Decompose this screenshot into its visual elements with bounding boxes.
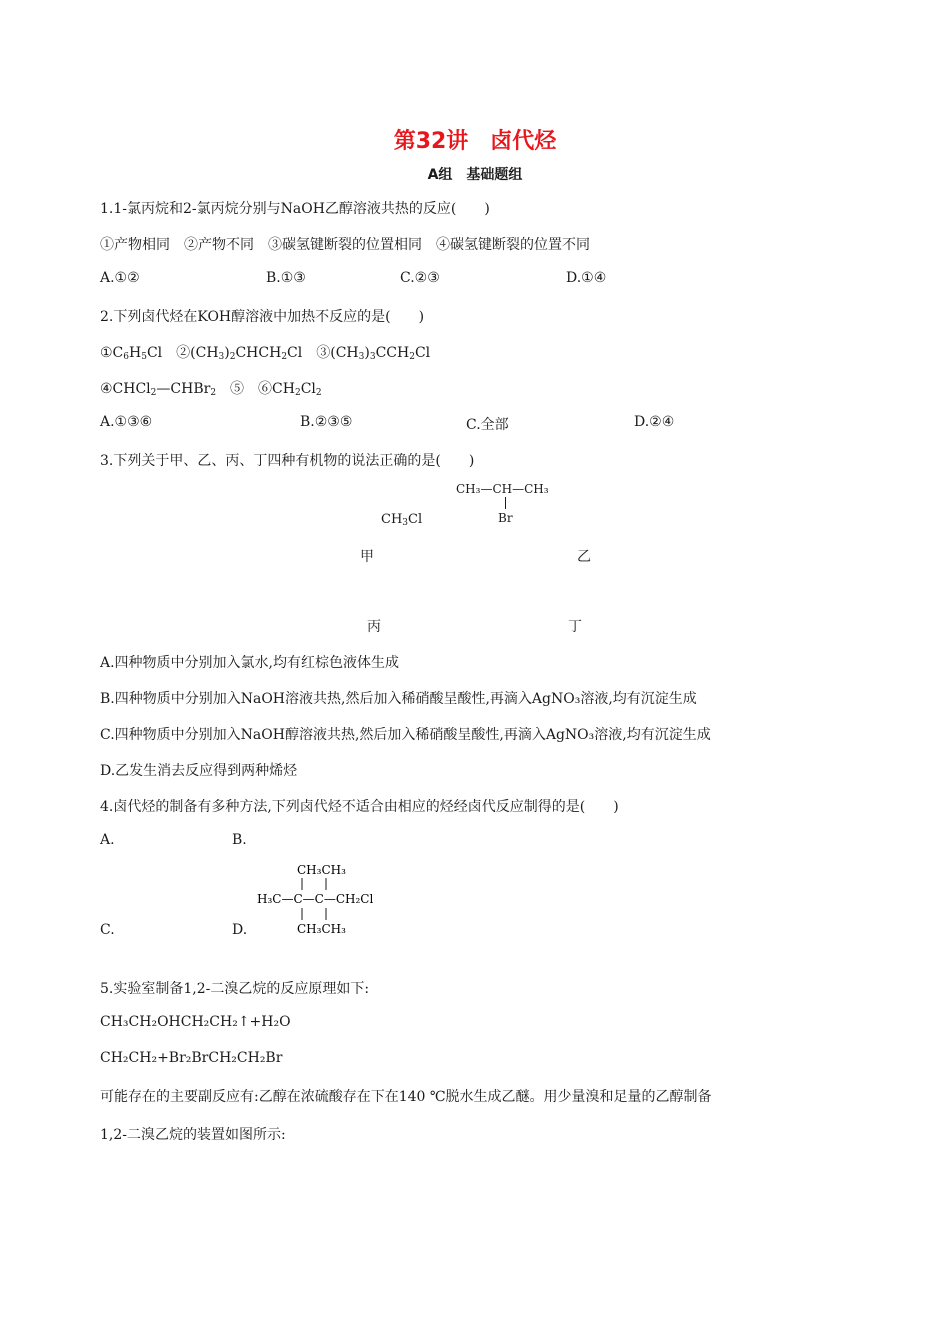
q3-option-a: A.四种物质中分别加入氯水,均有红棕色液体生成 [100, 655, 400, 671]
q1-stem: 1.1-氯丙烷和2-氯丙烷分别与NaOH乙醇溶液共热的反应( ) [100, 201, 490, 217]
q3-option-b: B.四种物质中分别加入NaOH溶液共热,然后加入稀硝酸呈酸性,再滴入AgNO₃溶液,均有沉淀生成 [100, 691, 697, 707]
q5-apparatus-intro: 1,2-二溴乙烷的装置如图所示: [100, 1127, 286, 1143]
q1-option-a: A.①② [100, 270, 140, 286]
q1-option-d: D.①④ [566, 270, 607, 286]
q2-option-d: D.②④ [634, 414, 675, 430]
label-bing: 丙 [367, 619, 381, 635]
label-yi: 乙 [577, 549, 591, 565]
struct-main-chain: H₃C—C—C—CH₂Cl [257, 892, 374, 906]
jia-structure: $CH_3Cl$ [381, 512, 423, 528]
q1-option-b: B.①③ [266, 270, 306, 286]
struct-bottom-methyls: CH₃CH₃ [297, 922, 346, 936]
section-heading: A组 基础题组 [427, 167, 523, 183]
struct-top-methyls: CH₃CH₃ [297, 863, 346, 877]
q4-option-b: B. [232, 832, 247, 848]
q5-equation-1: CH₃CH₂OHCH₂CH₂↑+H₂O [100, 1014, 291, 1030]
page-title: 第32讲 卤代烃 [393, 129, 557, 154]
q3-option-d: D.乙发生消去反应得到两种烯烃 [100, 763, 298, 779]
q4-structure-b [255, 858, 395, 940]
yi-structure-main: CH₃—CH—CH₃ [456, 482, 549, 496]
q2-compounds-row2: ④CHCl$_2$—CHBr$_2$ ⑤ $⑥CH_2Cl_2$ [100, 381, 322, 398]
q3-stem: 3.下列关于甲、乙、丙、丁四种有机物的说法正确的是( ) [100, 453, 475, 469]
yi-structure-substituent: Br [498, 511, 513, 525]
q5-equation-2: CH₂CH₂+Br₂BrCH₂CH₂Br [100, 1050, 283, 1066]
label-ding: 丁 [568, 619, 582, 635]
q2-option-c: C.全部 [466, 417, 509, 433]
q4-stem: 4.卤代烃的制备有多种方法,下列卤代烃不适合由相应的烃经卤代反应制得的是( ) [100, 799, 619, 815]
q5-stem: 5.实验室制备1,2-二溴乙烷的反应原理如下: [100, 981, 370, 997]
label-jia: 甲 [360, 549, 374, 565]
q2-compounds-row1: $①C_6H_5Cl$ $②(CH_3)_2CHCH_2Cl$ $③(CH_3)_3CCH_2Cl$ [100, 345, 431, 362]
q5-side-reaction: 可能存在的主要副反应有:乙醇在浓硫酸存在下在140 ℃脱水生成乙醚。用少量溴和足量的乙醇制备 [100, 1089, 712, 1105]
q3-option-c: C.四种物质中分别加入NaOH醇溶液共热,然后加入稀硝酸呈酸性,再滴入AgNO₃溶液,均有沉淀生成 [100, 727, 711, 743]
q2-option-a: A.①③⑥ [100, 414, 153, 430]
q1-option-c: C.②③ [400, 270, 440, 286]
q1-items: ①产物相同 ②产物不同 ③碳氢键断裂的位置相同 ④碳氢键断裂的位置不同 [100, 237, 590, 253]
q2-stem: 2.下列卤代烃在KOH醇溶液中加热不反应的是( ) [100, 309, 425, 325]
q4-option-d: D. [232, 922, 248, 938]
q4-option-a: A. [100, 832, 115, 848]
yi-structure-bond [505, 497, 506, 509]
q2-option-b: B.②③⑤ [300, 414, 353, 430]
q4-option-c: C. [100, 922, 115, 938]
